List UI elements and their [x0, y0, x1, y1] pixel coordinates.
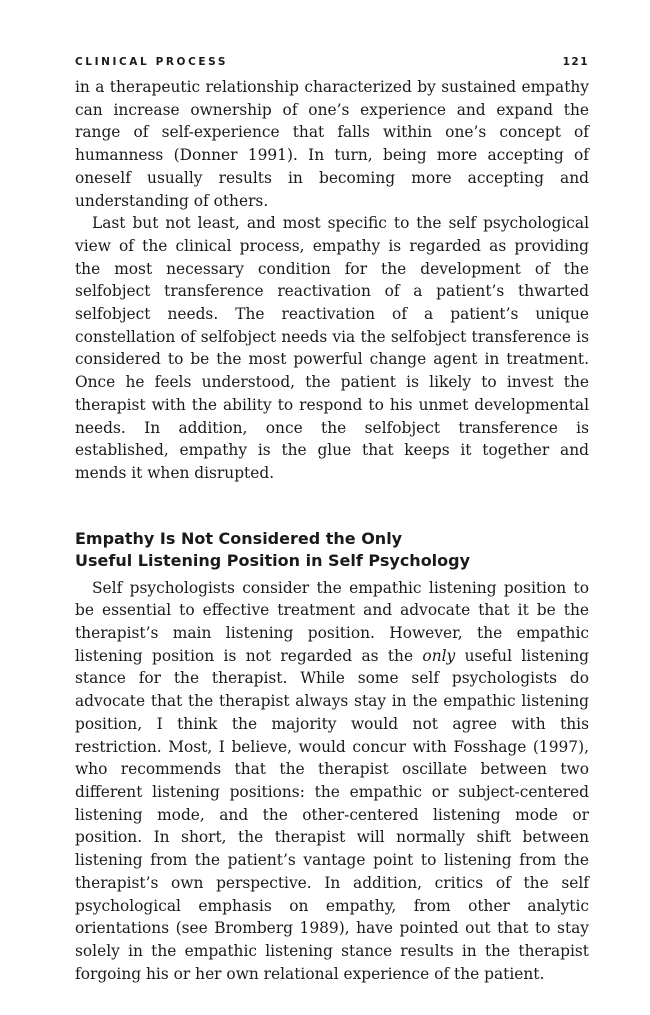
section-heading-line-2: Useful Listening Position in Self Psychology [75, 550, 471, 570]
running-head-title: CLINICAL PROCESS [75, 56, 229, 68]
paragraph-text-part-1: Self psychologists consider the empathic listening position to be essential to effective treatment and advocate that it be the therapist’s main listening position. However, the empathic listening position is not regarded as the [75, 578, 589, 665]
emphasis-only: only [422, 646, 456, 665]
section-heading [75, 528, 589, 572]
paragraph-last-but-not-least: Last but not least, and most specific to the self psychological view of the clinical process, empathy is regarded as providing the most necessary condition for the development of the selfobject transference reactivation of a patient’s thwarted selfobject needs. The reactivation of a patient’s unique constellation of selfobject needs via the selfobject transference is considered to be the most powerful change agent in treatment. Once he feels understood, the patient is likely to invest the therapist with the ability to respond to his unmet developmental needs. In addition, once the selfobject transference is established, empathy is the glue that keeps it together and mends it when disrupted. [75, 214, 589, 482]
book-page [75, 56, 589, 985]
running-head [75, 56, 589, 76]
section-heading-line-1: Empathy Is Not Considered the Only [75, 528, 403, 548]
paragraph-continued: in a therapeutic relationship characterized by sustained empathy can increase ownership of one’s experience and expand the range of self-experience that falls within one’s concept of humanness (Donner 1991). In turn, being more accepting of oneself usually results in becoming more accepting and understanding of others. [75, 78, 589, 210]
paragraph-self-psychologists [75, 577, 589, 986]
paragraph-text-part-2: useful listening stance for the therapist. While some self psychologists do advocate that the therapist always stay in the empathic listening position, I think the majority would not agree with this restriction. Most, I believe, would concur with Fosshage (1997), who recommends that the therapist oscillate between two different listening positions: the empathic or subject-centered listening mode, and the other-centered listening mode or position. In short, the therapist will normally shift between listening from the patient’s vantage point to listening from the therapist’s own perspective. In addition, critics of the self psychological emphasis on empathy, from other analytic orientations (see Bromberg 1989), have pointed out that to stay solely in the empathic listening stance results in the therapist forgoing his or her own relational experience of the patient. [75, 646, 589, 983]
page-number: 121 [562, 56, 589, 68]
